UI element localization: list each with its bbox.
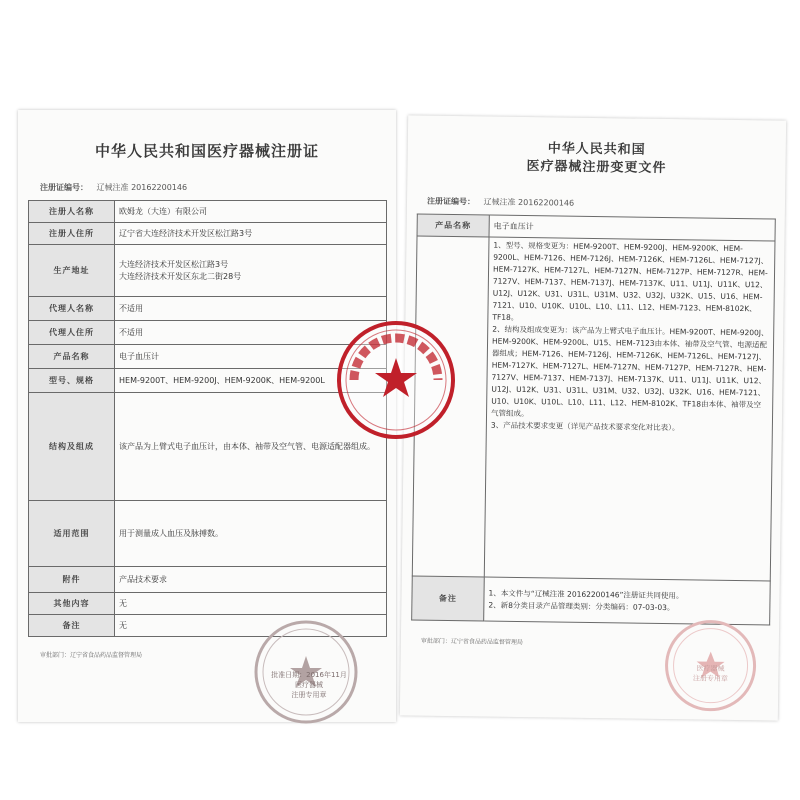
row-label: 注册人名称 <box>29 201 115 223</box>
row-value: 不适用 <box>115 297 387 321</box>
change-registration-number <box>427 196 574 209</box>
table-row <box>29 245 387 297</box>
table-row <box>29 321 387 345</box>
remark-value: 1、本文件与“辽械注准 20162200146”注册证共同使用。 2、新8分类目录产品管理类别：分类编码：07-03-03。 <box>484 577 771 625</box>
certificate-title: 中华人民共和国医疗器械注册证 <box>94 142 319 160</box>
row-value: 电子血压计 <box>115 345 387 369</box>
registration-number-label: 注册证编号： <box>40 183 88 192</box>
row-label: 其他内容 <box>29 593 115 615</box>
change-seal-caption: 医疗器械 注册专用章 <box>692 664 728 683</box>
row-label: 适用范围 <box>29 501 115 567</box>
seal-caption: 批准日期：2016年11月 医疗器械 注册专用章 <box>271 671 347 699</box>
table-row <box>29 593 387 615</box>
row-label: 产品名称 <box>29 345 115 369</box>
registration-number-value: 辽械注准 20162200146 <box>96 183 188 192</box>
approval-department: 审批部门：辽宁省食品药品监督管理局 <box>40 652 143 659</box>
row-label: 代理人住所 <box>29 321 115 345</box>
row-value: 欧姆龙（大连）有限公司 <box>115 201 387 223</box>
table-row <box>29 369 387 393</box>
table-row <box>29 201 387 223</box>
row-value: 电子血压计 <box>489 215 775 241</box>
change-content: 1、型号、规格变更为：HEM-9200T、HEM-9200J、HEM-9200K、HEM-9200L、HEM-7126、HEM-7126J、HEM-7126K、HEM-7126L、HEM-7127J、HEM-7127K、HEM-7127L、HEM-7127N、HEM-7127P、HEM-7127R、HEM-7127V、HEM-7137、HEM-7137J、HEM-7137K、U11、U11J、U11K、U12、U12J、U12K、U31、U31L、U31M、U32、U32J、U32K、U15、U16、HEM-7121、U10、U10K、U10L、L10、L11、L12、HEM-7123、HEM-8102K、TF18。 2、结构及组成变更为：该产品为上臂式电子血压计。HEM-9200T、HEM-9200J、HEM-9200K、HEM-9200L、U15、HEM-7123由本体、袖带及空气管、电源适配器组成；HEM-7126、HEM-7126J、HEM-7126K、HEM-7126L、HEM-7127J、HEM-7127K、HEM-7127L、HEM-7127N、HEM-7127P、HEM-7127R、HEM-7127V、HEM-7137、HEM-7137J、HEM-7137K、U11、U11J、U11K、U12、U12J、U12K、U31、U31L、U31M、U32、U32J、U32K、U16、HEM-7121、U10、U10K、U10L、L10、L11、L12、HEM-8102K、TF18由本体、袖带及空气管组成。 3、产品技术要求变更（详见产品技术要求变化对比表）。 <box>484 237 775 581</box>
row-value: 用于测量成人血压及脉搏数。 <box>115 501 387 567</box>
row-value: 该产品为上臂式电子血压计，由本体、袖带及空气管、电源适配器组成。 <box>115 393 387 501</box>
table-row <box>29 297 387 321</box>
change-document-title-line2: 医疗器械注册变更文件 <box>526 159 667 177</box>
row-value: 无 <box>115 615 387 637</box>
registration-number <box>40 182 187 193</box>
row-value: HEM-9200T、HEM-9200J、HEM-9200K、HEM-9200L <box>115 369 387 393</box>
table-row <box>29 567 387 593</box>
row-label: 附件 <box>29 567 115 593</box>
row-label: 注册人住所 <box>29 223 115 245</box>
row-label: 产品名称 <box>417 214 489 237</box>
change-document-title-line1: 中华人民共和国 <box>547 141 646 158</box>
row-label: 备注 <box>29 615 115 637</box>
row-value: 辽宁省大连经济技术开发区松江路3号 <box>115 223 387 245</box>
change-approval-department: 审批部门：辽宁省食品药品监督管理局 <box>420 637 523 647</box>
table-row <box>29 345 387 369</box>
change-registration-number-label: 注册证编号： <box>426 196 476 207</box>
row-value: 产品技术要求 <box>115 567 387 593</box>
change-registration-number-value: 辽械注准 20162200146 <box>483 197 575 208</box>
table-row <box>29 223 387 245</box>
row-value: 不适用 <box>115 321 387 345</box>
row-label: 型号、规格 <box>29 369 115 393</box>
row-label: 生产地址 <box>29 245 115 297</box>
table-row <box>29 501 387 567</box>
row-value: 无 <box>115 593 387 615</box>
table-row <box>29 393 387 501</box>
company-red-seal-icon <box>334 318 458 442</box>
row-value: 大连经济技术开发区松江路3号 大连经济技术开发区东北二街28号 <box>115 245 387 297</box>
table-row <box>412 236 775 581</box>
change-table <box>411 214 776 626</box>
row-label: 结构及组成 <box>29 393 115 501</box>
row-label: 代理人名称 <box>29 297 115 321</box>
row-label: 备注 <box>412 576 485 621</box>
